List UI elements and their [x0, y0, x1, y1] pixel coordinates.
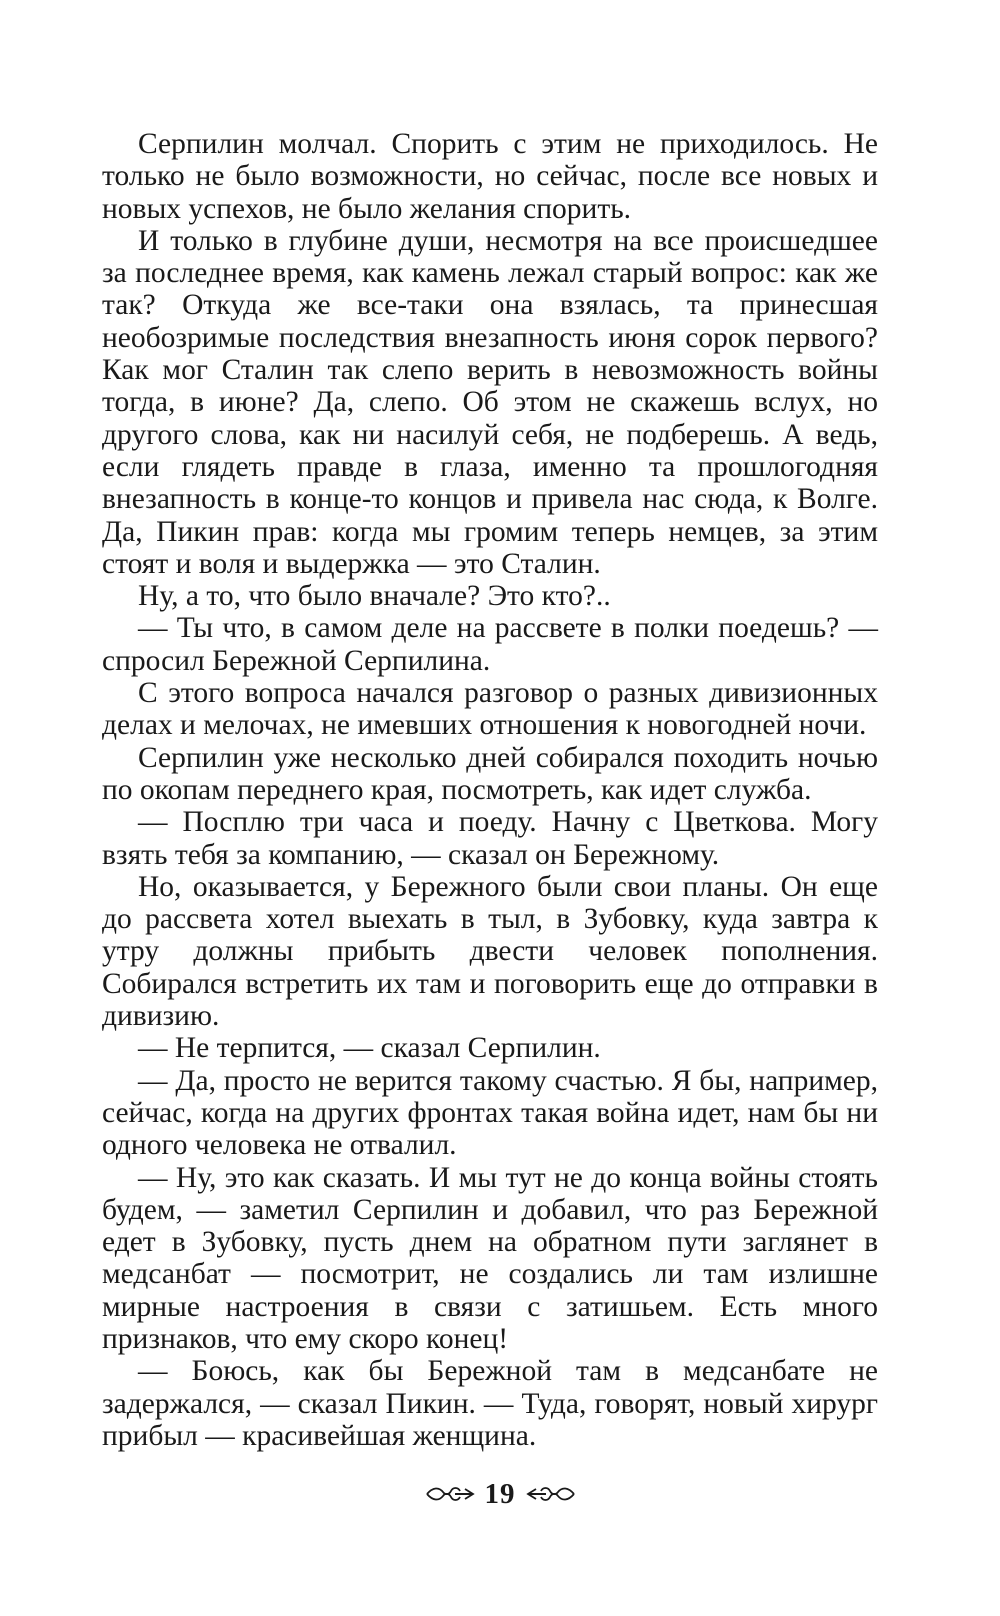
paragraph: — Не терпится, — сказал Серпилин. [138, 1032, 601, 1065]
paragraph: Серпилин молчал. Спорить с этим не приходилось. Не только не было возможности, но сейчас, после все новых и новых успехов, не было желания спорить. [102, 128, 878, 225]
paragraph: Ну, а то, что было вначале? Это кто?.. [138, 580, 611, 613]
page-footer [0, 1476, 1000, 1512]
paragraph: С этого вопроса начался разговор о разных дивизионных делах и мелочах, не имевших отношения к новогодней ночи. [102, 677, 878, 742]
paragraph: — Ну, это как сказать. И мы тут не до конца войны стоять будем, — заметил Серпилин и добавил, что раз Бережной едет в Зубовку, пусть днем на обратном пути заглянет в медсанбат — посмотрит, не создались ли там излишне мирные настроения в связи с затишьем. Есть много признаков, что ему скоро конец! [102, 1161, 878, 1355]
body-text [102, 128, 878, 1452]
paragraph: Серпилин уже несколько дней собирался походить ночью по окопам переднего края, посмотреть, как идет служба. [102, 741, 878, 806]
page-number: 19 [484, 1477, 516, 1510]
paragraph: — Боюсь, как бы Бережной там в медсанбате не задержался, — сказал Пикин. — Туда, говорят, новый хирург прибыл — красивейшая женщина. [102, 1355, 878, 1452]
paragraph: — Ты что, в самом деле на рассвете в полки поедешь? — спросил Бережной Серпилина. [102, 612, 878, 677]
paragraph: Но, оказывается, у Бережного были свои планы. Он еще до рассвета хотел выехать в тыл, в Зубовку, куда завтра к утру должны прибыть двести человек пополнения. Собирался встретить их там и поговорить еще до отправки в дивизию. [102, 870, 878, 1033]
paragraph: И только в глубине души, несмотря на все происшедшее за последнее время, как камень лежал старый вопрос: как же так? Откуда же все-таки она взялась, та принесшая необозримые последствия внезапность июня сорок первого? Как мог Сталин так слепо верить в невозможность войны тогда, в июне? Да, слепо. Об этом не скажешь вслух, но другого слова, как ни насилуй себя, не подберешь. А ведь, если глядеть правде в глаза, именно та прошлогодняя внезапность в конце-то концов и привела нас сюда, к Волге. Да, Пикин прав: когда мы громим теперь немцев, за этим стоят и воля и выдержка — это Сталин. [102, 224, 878, 580]
paragraph: — Да, просто не верится такому счастью. Я бы, например, сейчас, когда на других фронтах такая война идет, нам бы ни одного человека не отвалил. [102, 1064, 878, 1162]
right-flourish-icon [526, 1483, 576, 1505]
paragraph: — Посплю три часа и поеду. Начну с Цветкова. Могу взять тебя за компанию, — сказал он Бережному. [102, 806, 878, 871]
left-flourish-icon [425, 1483, 475, 1505]
